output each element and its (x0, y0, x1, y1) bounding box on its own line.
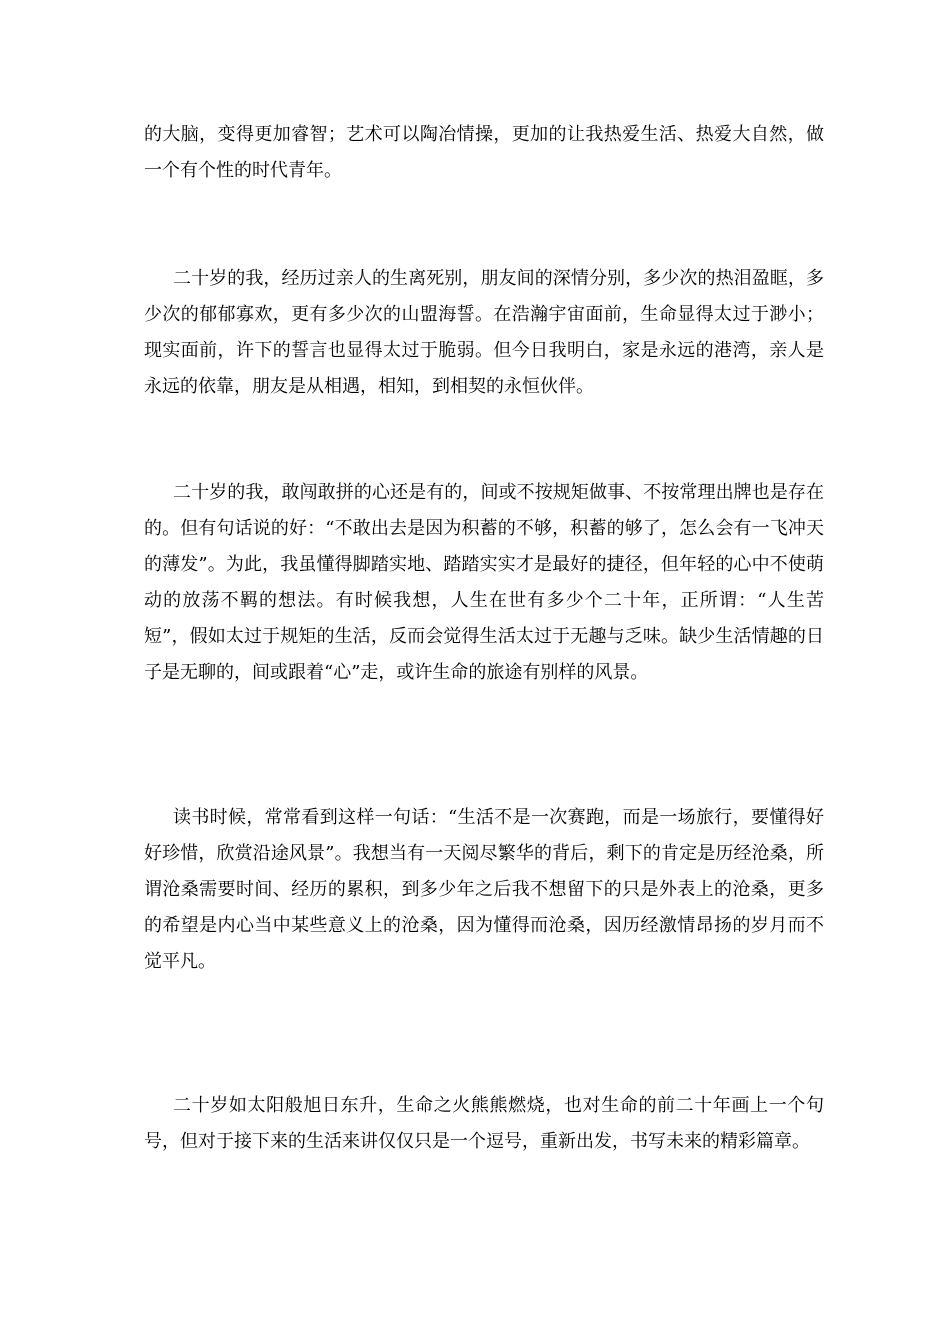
paragraph-2: 二十岁的我，经历过亲人的生离死别，朋友间的深情分别，多少次的热泪盈眶，多少次的郁郁寡欢，更有多少次的山盟海誓。在浩瀚宇宙面前，生命显得太过于渺小；现实面前，许下的誓言也显得太过于脆弱。但今日我明白，家是永远的港湾，亲人是永远的依靠，朋友是从相遇，相知，到相契的永恒伙伴。 (144, 268, 824, 397)
paragraph-3: 二十岁的我，敢闯敢拼的心还是有的，间或不按规矩做事、不按常理出牌也是存在的。但有句话说的好：“不敢出去是因为积蓄的不够，积蓄的够了，怎么会有一飞冲天的薄发”。为此，我虽懂得脚踏实地、踏踏实实才是最好的捷径，但年轻的心中不使萌动的放荡不羁的想法。有时候我想，人生在世有多少个二十年，正所谓：“人生苦短”，假如太过于规矩的生活，反而会觉得生活太过于无趣与乏味。缺少生活情趣的日子是无聊的，间或跟着“心”走，或许生命的旅途有别样的风景。 (144, 482, 824, 683)
paragraph-5: 二十岁如太阳般旭日东升，生命之火熊熊燃烧，也对生命的前二十年画上一个句号，但对于接下来的生活来讲仅仅只是一个逗号，重新出发，书写未来的精彩篇章。 (144, 1095, 824, 1152)
paragraph-4: 读书时候，常常看到这样一句话：“生活不是一次赛跑，而是一场旅行，要懂得好好珍惜，欣赏沿途风景”。我想当有一天阅尽繁华的背后，剩下的肯定是历经沧桑，所谓沧桑需要时间、经历的累积，到多少年之后我不想留下的只是外表上的沧桑，更多的希望是内心当中某些意义上的沧桑，因为懂得而沧桑，因历经激情昂扬的岁月而不觉平凡。 (144, 807, 824, 972)
paragraph-1: 的大脑，变得更加睿智；艺术可以陶冶情操，更加的让我热爱生活、热爱大自然，做一个有个性的时代青年。 (144, 124, 824, 181)
